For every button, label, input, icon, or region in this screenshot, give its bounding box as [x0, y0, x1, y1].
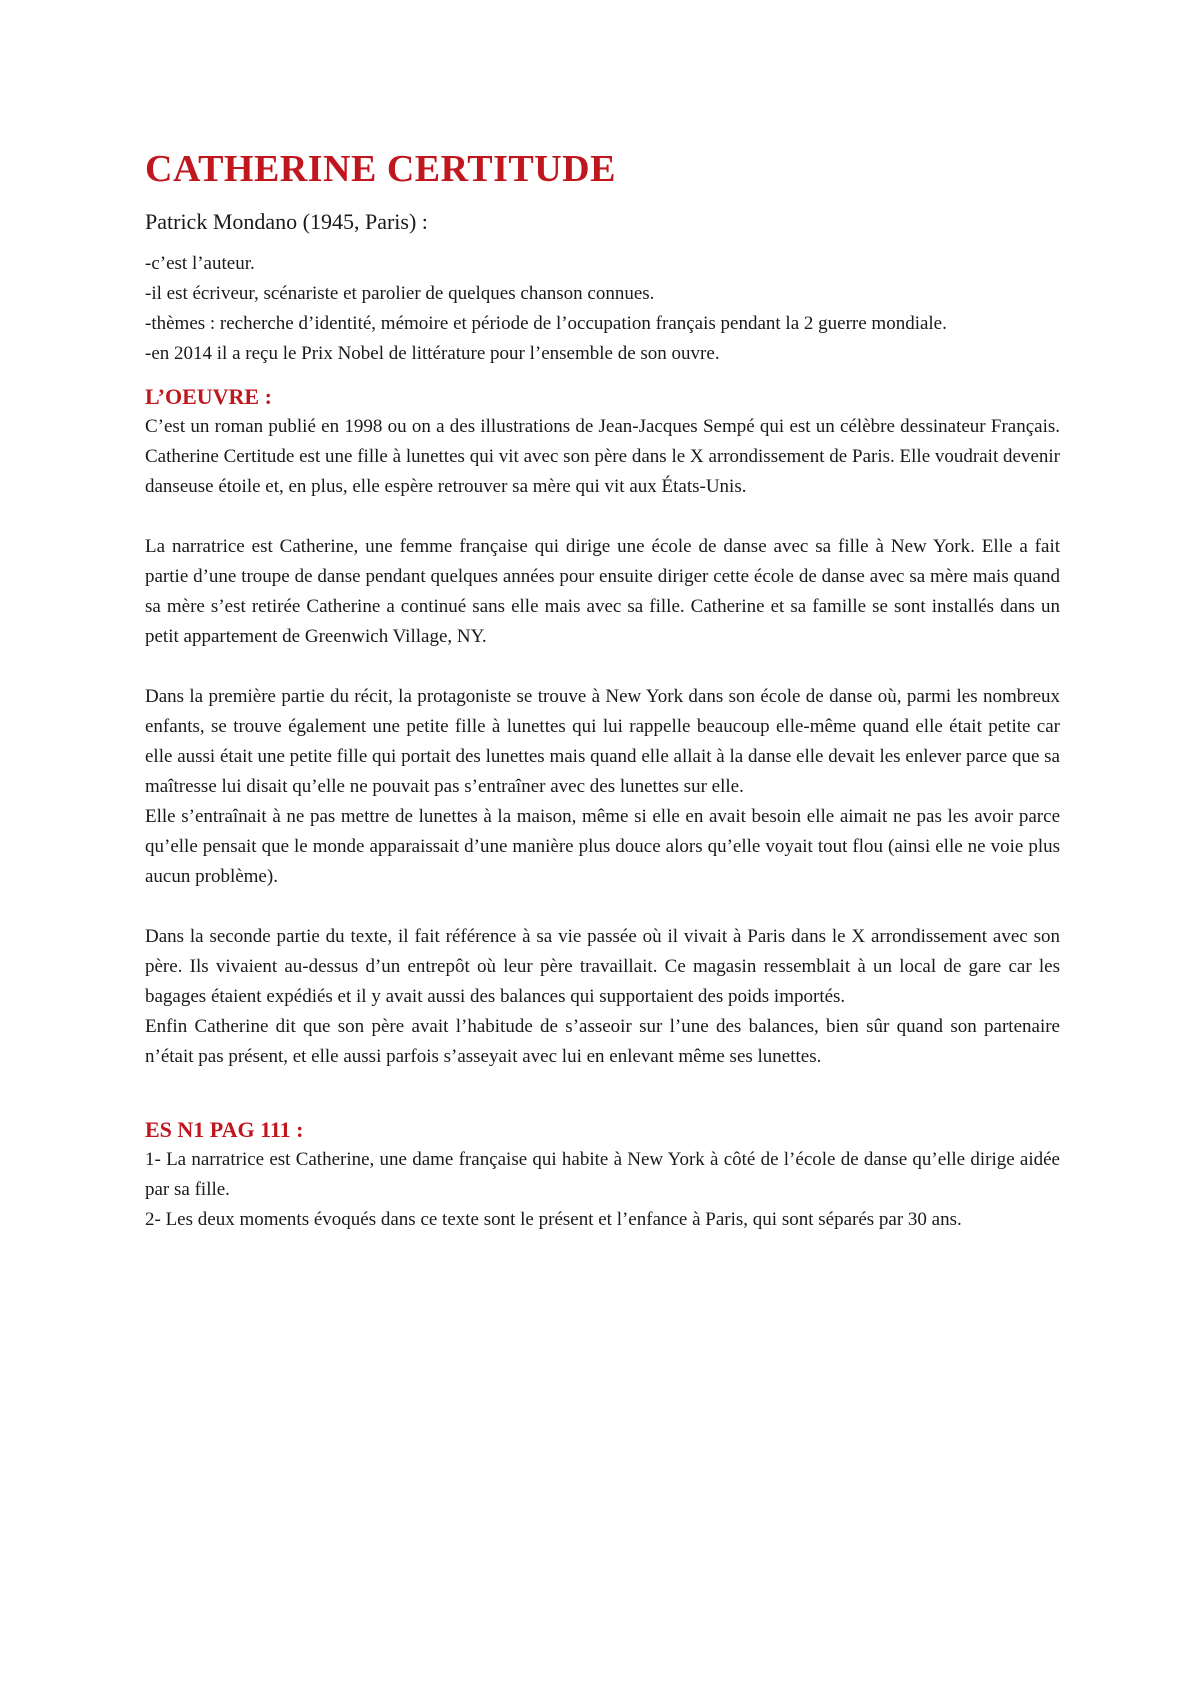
oeuvre-paragraph: Dans la seconde partie du texte, il fait référence à sa vie passée où il vivait à Paris dans le X arrondissement avec son père. Ils vivaient au-dessus d’un entrepôt où leur père travaillait. Ce magasin ressemblait à un local de gare car les bagages étaient expédiés et il y avait aussi des balances qui supportaient des poids importés. — [145, 926, 1060, 1007]
oeuvre-paragraph: Enfin Catherine dit que son père avait l’habitude de s’asseoir sur l’une des balances, bien sûr quand son partenaire n’était pas présent, et elle aussi parfois s’asseyait avec lui en enlevant même ses lunettes. — [145, 1016, 1060, 1067]
author-bullet: -il est écriveur, scénariste et parolier de quelques chanson connues. — [145, 283, 655, 304]
oeuvre-paragraph: Dans la première partie du récit, la protagoniste se trouve à New York dans son école de danse où, parmi les nombreux enfants, se trouve également une petite fille à lunettes qui lui rappelle beaucoup elle-même quand elle était petite car elle aussi était une petite fille qui portait des lunettes mais quand elle allait à la danse elle devait les enlever parce que sa maîtresse lui disait qu’elle ne pouvait pas s’entraîner avec des lunettes sur elle. — [145, 686, 1060, 797]
author-bullets — [145, 249, 1060, 369]
author-bullet: -thèmes : recherche d’identité, mémoire et période de l’occupation français pendant la 2 guerre mondiale. — [145, 313, 947, 334]
oeuvre-paragraph: C’est un roman publié en 1998 ou on a des illustrations de Jean-Jacques Sempé qui est un célèbre dessinateur Français. Catherine Certitude est une fille à lunettes qui vit avec son père dans le X arrondissement de Paris. Elle voudrait devenir danseuse étoile et, en plus, elle espère retrouver sa mère qui vit aux États-Unis. — [145, 416, 1060, 497]
author-line: Patrick Mondano (1945, Paris) : — [145, 209, 428, 234]
document-page — [145, 135, 1060, 1235]
exercise-answer: 1- La narratrice est Catherine, une dame française qui habite à New York à côté de l’école de danse qu’elle dirige aidée par sa fille. — [145, 1149, 1060, 1200]
document-title: CATHERINE CERTITUDE — [145, 148, 616, 190]
exercise-heading: ES N1 PAG 111 : — [145, 1117, 304, 1142]
oeuvre-paragraph: Elle s’entraînait à ne pas mettre de lunettes à la maison, même si elle en avait besoin elle aimait ne pas les avoir parce qu’elle pensait que le monde apparaissait d’une manière plus douce alors qu’elle voyait tout flou (ainsi elle ne voie plus aucun problème). — [145, 806, 1060, 887]
oeuvre-heading: L’OEUVRE : — [145, 384, 272, 409]
author-bullet: -c’est l’auteur. — [145, 253, 255, 274]
author-bullet: -en 2014 il a reçu le Prix Nobel de littérature pour l’ensemble de son ouvre. — [145, 343, 720, 364]
exercise-answer: 2- Les deux moments évoqués dans ce texte sont le présent et l’enfance à Paris, qui sont séparés par 30 ans. — [145, 1209, 962, 1230]
oeuvre-paragraph: La narratrice est Catherine, une femme française qui dirige une école de danse avec sa fille à New York. Elle a fait partie d’une troupe de danse pendant quelques années pour ensuite diriger cette école de danse avec sa mère mais quand sa mère s’est retirée Catherine a continué sans elle mais avec sa fille. Catherine et sa famille se sont installés dans un petit appartement de Greenwich Village, NY. — [145, 536, 1060, 647]
